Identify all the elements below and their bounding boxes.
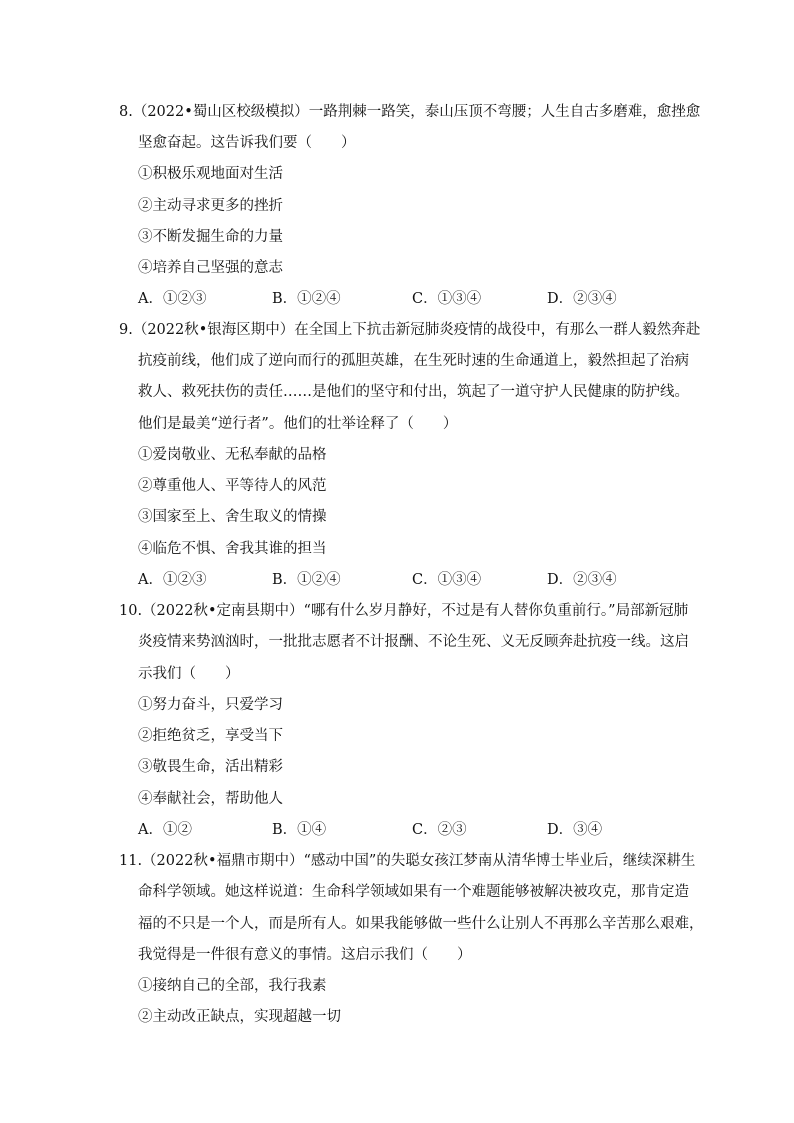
question-11-stem-line-3: 福的不只是一个人，而是所有人。如果我能够做一些什么让别人不再那么辛苦那么艰难， (138, 916, 704, 932)
question-11-option-2: ②主动改正缺点，实现超越一切 (138, 1009, 341, 1025)
question-8-option-4: ④培养自己坚强的意志 (138, 260, 283, 276)
question-10-stem-line-3: 示我们（ ） (138, 666, 240, 682)
question-11-stem-line-2: 命科学领域。她这样说道：生命科学领域如果有一个难题能够被解决被攻克，那肯定造 (138, 884, 689, 900)
question-11-stem-line-4: 我觉得是一件很有意义的事情。这启示我们（ ） (138, 947, 472, 963)
question-8-choice-c[interactable]: C．①③④ (412, 291, 482, 307)
question-9-stem-line-4: 他们是最美“逆行者”。他们的壮举诠释了（ ） (138, 416, 458, 432)
question-10-choice-d[interactable]: D．③④ (547, 822, 603, 838)
question-10-option-3: ③敬畏生命，活出精彩 (138, 759, 283, 775)
question-8-option-2: ②主动寻求更多的挫折 (138, 198, 283, 214)
question-8-choice-a[interactable]: A．①②③ (138, 291, 207, 307)
question-9-choice-a[interactable]: A．①②③ (138, 572, 207, 588)
question-10-option-4: ④奉献社会，帮助他人 (138, 791, 283, 807)
question-10-stem-line-1: 10.（2022秋•定南县期中）“哪有什么岁月静好，不过是有人替你负重前行。”局部新冠肺 (119, 603, 689, 619)
question-10-option-1: ①努力奋斗，只爱学习 (138, 697, 283, 713)
question-9-option-3: ③国家至上、舍生取义的情操 (138, 509, 327, 525)
question-9-option-2: ②尊重他人、平等待人的风范 (138, 478, 327, 494)
question-9-stem-line-3: 救人、救死扶伤的责任……是他们的坚守和付出，筑起了一道守护人民健康的防护线。 (138, 384, 689, 400)
question-10-choice-c[interactable]: C．②③ (412, 822, 467, 838)
question-8-option-1: ①积极乐观地面对生活 (138, 166, 283, 182)
question-11-stem-line-1: 11.（2022秋•福鼎市期中）“感动中国”的失聪女孩江梦南从清华博士毕业后，继续深耕生 (119, 853, 696, 869)
question-9-option-4: ④临危不惧、舍我其谁的担当 (138, 541, 327, 557)
question-9-choice-b[interactable]: B．①②④ (272, 572, 341, 588)
question-9-stem-line-1: 9.（2022秋•银海区期中）在全国上下抗击新冠肺炎疫情的战役中，有那么一群人毅然奔赴 (119, 322, 701, 338)
question-11-option-1: ①接纳自己的全部，我行我素 (138, 978, 327, 994)
question-8-stem-line-1: 8.（2022•蜀山区校级模拟）一路荆棘一路笑，泰山压顶不弯腰；人生自古多磨难，愈挫愈 (119, 104, 701, 120)
question-9-choice-c[interactable]: C．①③④ (412, 572, 482, 588)
question-9-choice-d[interactable]: D．②③④ (547, 572, 617, 588)
question-8-option-3: ③不断发掘生命的力量 (138, 229, 283, 245)
question-8-stem-line-2: 坚愈奋起。这告诉我们要（ ） (138, 135, 356, 151)
question-10-choice-a[interactable]: A．①② (138, 822, 192, 838)
question-8-choice-d[interactable]: D．②③④ (547, 291, 617, 307)
question-10-stem-line-2: 炎疫情来势汹汹时，一批批志愿者不计报酬、不论生死、义无反顾奔赴抗疫一线。这启 (138, 634, 689, 650)
question-10-choice-b[interactable]: B．①④ (272, 822, 327, 838)
question-9-stem-line-2: 抗疫前线，他们成了逆向而行的孤胆英雄，在生死时速的生命通道上，毅然担起了治病 (138, 353, 689, 369)
question-9-option-1: ①爱岗敬业、无私奉献的品格 (138, 447, 327, 463)
question-8-choice-b[interactable]: B．①②④ (272, 291, 341, 307)
question-10-option-2: ②拒绝贫乏，享受当下 (138, 728, 283, 744)
